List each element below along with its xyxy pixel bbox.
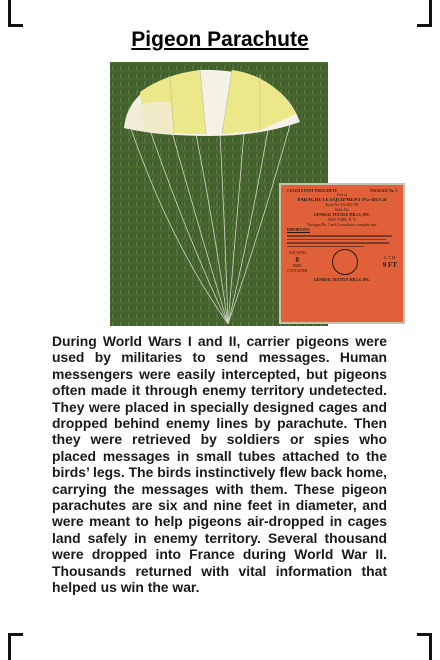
tag-header-right: PACKAGE No. 1 [370, 189, 397, 193]
tag-size-block [383, 256, 397, 269]
tag-bird-count: 8 [295, 255, 299, 264]
tag-city: NEW YORK, N. Y. [327, 218, 357, 222]
tag-use-with-label: USE WITH [288, 250, 306, 255]
crop-mark-bottom-left [8, 633, 23, 660]
tag-bird-label: BIRD [292, 263, 302, 268]
tag-feet: 9 FT [382, 260, 397, 269]
crop-mark-top-left [8, 0, 23, 27]
parachute-label-tag [279, 183, 405, 324]
tag-instruction-lines [287, 235, 397, 247]
tag-footer: GENERAL TEXTILE MILLS, INC. [313, 278, 371, 282]
tag-header-left: 1 EACH 9 FOOT PARACHUTE [287, 189, 338, 193]
tag-use-with [287, 251, 307, 274]
tag-stock: Stock No. 9A1843-101 [325, 203, 359, 207]
tag-maker: GENERAL TEXTILE MILLS, INC. [313, 213, 371, 217]
tag-equipment: PARACHUTE EQUIPMENT PG-101/CB [297, 198, 387, 203]
crop-mark-bottom-right [417, 633, 432, 660]
tag-middle [287, 249, 397, 275]
tag-packages: Packages No. 1 and 2 constitute a complete unit [307, 223, 377, 227]
page-title [0, 27, 440, 53]
inspection-seal-icon [332, 249, 358, 275]
tag-part-of: Part of [337, 193, 347, 197]
tag-container-label: CONTAINER [287, 268, 308, 273]
tag-order: Order No. [334, 208, 350, 212]
tag-gtm: G. T. M. [383, 255, 396, 260]
description-paragraph: During World Wars I and II, carrier pigeons were used by militaries to send messages. Human messengers were easily intercepted, but pigeons often made it through enemy territory undetected. They were placed in specially designed cages and dropped behind enemy lines by parachute. Then they were retrieved by soldiers or spies who placed messages in small tubes attached to the birds’ legs. The birds instinctively flew back home, carrying the messages with them. These pigeon parachutes are six and nine feet in diameter, and were meant to help pigeons air-dropped in cages land safely in enemy territory. Several thousand were dropped into France during World War II. Thousands returned with vital information that helped us win the war. [52, 333, 387, 596]
page-title-text: Pigeon Parachute [131, 28, 309, 51]
tag-important: IMPORTANT: [287, 228, 310, 232]
crop-mark-top-right [417, 0, 432, 27]
